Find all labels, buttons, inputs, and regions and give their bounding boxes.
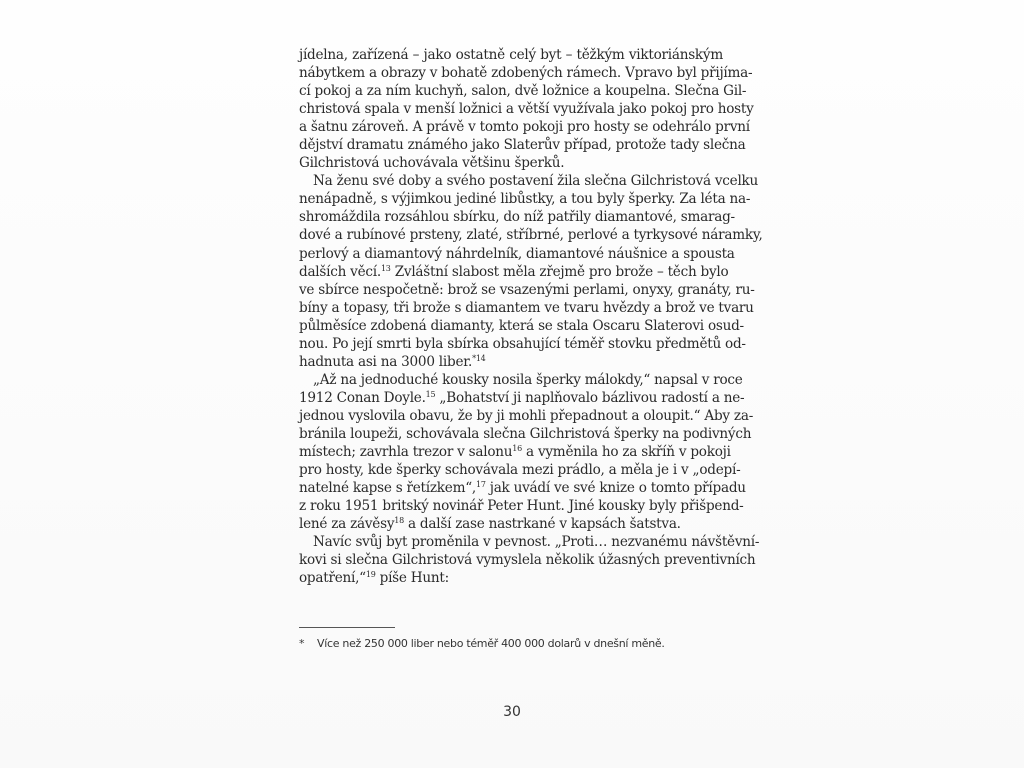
text-segment: jídelna, zařízená – jako ostatně celý byt – těžkým viktoriánským bbox=[299, 47, 723, 63]
text-segment: ve sbírce nespočetně: brož se vsazenými perlami, onyxy, granáty, ru- bbox=[299, 281, 755, 298]
text-line bbox=[299, 479, 746, 497]
text-line bbox=[299, 299, 754, 317]
text-segment: jednou vyslovila obavu, že by ji mohli přepadnout a oloupit.“ Aby za- bbox=[299, 407, 754, 424]
text-segment: nenápadně, s výjimkou jediné libůstky, a tou byly šperky. Za léta na- bbox=[299, 191, 751, 208]
text-segment: dějství dramatu známého jako Slaterův případ, protože tady slečna bbox=[299, 137, 746, 154]
text-line bbox=[299, 46, 723, 64]
text-line bbox=[299, 569, 723, 587]
text-line bbox=[299, 82, 747, 100]
text-segment: nábytkem a obrazy v bohatě zdobených rámech. Vpravo byl přijíma- bbox=[299, 65, 753, 82]
text-line bbox=[299, 407, 754, 425]
text-segment: dové a rubínové prsteny, zlaté, stříbrné, perlové a tyrkysové náramky, bbox=[299, 227, 763, 244]
text-segment: cí pokoj a za ním kuchyň, salon, dvě ložnice a koupelna. Slečna Gil- bbox=[299, 83, 747, 100]
text-line bbox=[299, 497, 744, 515]
text-segment: perlový a diamantový náhrdelník, diamantové náušnice a spousta bbox=[299, 245, 735, 262]
text-segment: 1912 Conan Doyle. bbox=[299, 389, 426, 406]
text-line bbox=[299, 263, 729, 281]
text-line bbox=[299, 172, 759, 190]
text-segment: z roku 1951 britský novinář Peter Hunt. Jiné kousky byly přišpend- bbox=[299, 498, 744, 515]
text-line bbox=[299, 335, 746, 353]
text-line bbox=[299, 64, 753, 82]
footnote-reference: 16 bbox=[512, 444, 522, 454]
footnote-reference: 19 bbox=[365, 570, 376, 580]
page-number: 30 bbox=[503, 704, 521, 720]
text-segment: Zvláštní slabost měla zřejmě pro brože – těch bylo bbox=[390, 263, 729, 280]
footnote-reference: 13 bbox=[380, 263, 391, 273]
text-line bbox=[299, 208, 735, 226]
footnote-reference: 18 bbox=[394, 516, 404, 526]
footnote-mark: * bbox=[299, 637, 305, 650]
text-line bbox=[299, 443, 731, 461]
text-line bbox=[299, 533, 760, 551]
text-line bbox=[299, 425, 752, 443]
footnote bbox=[299, 637, 665, 650]
footnote-divider bbox=[299, 627, 395, 628]
text-segment: jak uvádí ve své knize o tomto případu bbox=[485, 480, 746, 497]
text-line bbox=[299, 551, 756, 569]
text-segment: Na ženu své doby a svého postavení žila slečna Gilchristová vcelku bbox=[313, 173, 759, 190]
footnote-reference: *14 bbox=[472, 353, 486, 363]
text-segment: a šatnu zároveň. A právě v tomto pokoji pro hosty se odehrálo první bbox=[299, 119, 750, 136]
text-segment: a vyměnila ho za skříň v pokoji bbox=[521, 444, 731, 461]
footnote-text: Více než 250 000 liber nebo téměř 400 000 dolarů v dnešní měně. bbox=[317, 637, 665, 650]
body-text bbox=[299, 46, 763, 587]
text-line bbox=[299, 226, 763, 244]
text-line bbox=[299, 136, 746, 154]
text-line bbox=[299, 118, 750, 136]
text-segment: místech; zavrhla trezor v salonu bbox=[299, 444, 513, 461]
text-line bbox=[299, 389, 745, 407]
text-segment: „Až na jednoduché kousky nosila šperky málokdy,“ napsal v roce bbox=[313, 371, 743, 388]
text-segment: christová spala v menší ložnici a větší využívala jako pokoj pro hosty bbox=[299, 101, 754, 118]
text-segment: píše Hunt: bbox=[375, 570, 449, 587]
text-segment: Gilchristová uchovávala většinu šperků. bbox=[299, 155, 565, 172]
footnote-reference: 17 bbox=[475, 480, 486, 490]
text-segment: půlměsíce zdobená diamanty, která se stala Oscaru Slaterovi osud- bbox=[299, 317, 744, 334]
text-segment: lené za závěsy bbox=[299, 516, 395, 533]
text-line bbox=[299, 245, 735, 263]
text-segment: bíny a topasy, tři brože s diamantem ve tvaru hvězdy a brož ve tvaru bbox=[299, 299, 754, 316]
text-segment: nou. Po její smrti byla sbírka obsahující téměř stovku předmětů od- bbox=[299, 335, 746, 352]
text-line bbox=[299, 190, 751, 208]
footnote-reference: 15 bbox=[425, 389, 436, 399]
text-line bbox=[299, 371, 743, 389]
text-line bbox=[299, 281, 755, 299]
text-line bbox=[299, 353, 723, 371]
text-segment: kovi si slečna Gilchristová vymyslela několik úžasných preventivních bbox=[299, 552, 756, 569]
text-segment: pro hosty, kde šperky schovávala mezi prádlo, a měla je i v „odepí- bbox=[299, 462, 741, 479]
text-segment: a další zase nastrkané v kapsách šatstva. bbox=[403, 516, 681, 533]
text-segment: hadnuta asi na 3000 liber. bbox=[299, 353, 473, 370]
text-line bbox=[299, 515, 723, 533]
text-segment: bránila loupeži, schovávala slečna Gilchristová šperky na podivných bbox=[299, 425, 752, 442]
text-line bbox=[299, 317, 744, 335]
text-segment: opatření,“ bbox=[299, 570, 366, 587]
text-segment: „Bohatství ji naplňovalo bázlivou radostí a ne- bbox=[435, 389, 745, 406]
text-line bbox=[299, 100, 754, 118]
text-line bbox=[299, 154, 723, 172]
text-segment: Navíc svůj byt proměnila v pevnost. „Proti… nezvanému návštěvní- bbox=[313, 534, 760, 551]
text-segment: dalších věcí. bbox=[299, 263, 381, 280]
text-line bbox=[299, 461, 741, 479]
text-segment: shromáždila rozsáhlou sbírku, do níž patřily diamantové, smarag- bbox=[299, 209, 735, 226]
text-segment: natelné kapse s řetízkem“, bbox=[299, 480, 476, 497]
